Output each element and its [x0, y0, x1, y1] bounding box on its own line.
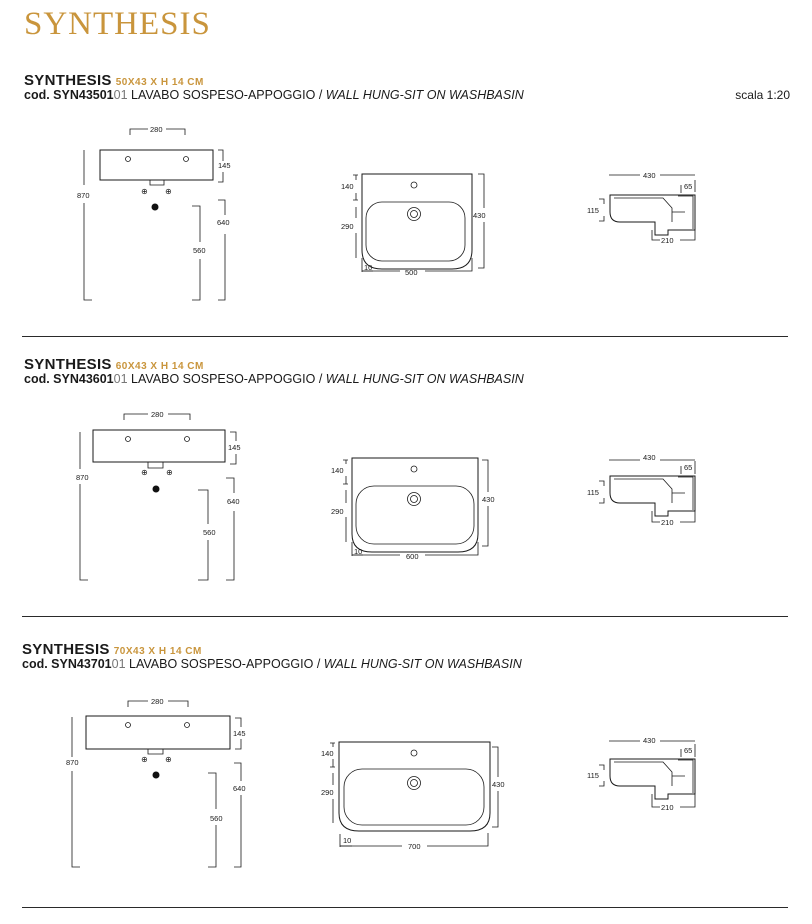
dim-side-115: 115	[587, 206, 599, 215]
product-code-suffix: 01	[113, 88, 128, 102]
section-divider	[22, 336, 788, 337]
description-en: WALL HUNG-SIT ON WASHBASIN	[325, 372, 524, 386]
dim-430: 430	[473, 211, 486, 220]
technical-drawings	[0, 641, 812, 911]
dim-560: 560	[203, 528, 216, 537]
dim-280: 280	[151, 410, 164, 419]
dim-640: 640	[217, 218, 230, 227]
product-section-60	[0, 356, 812, 636]
svg-text:⊕: ⊕	[166, 468, 173, 477]
dim-870: 870	[76, 473, 89, 482]
product-code: cod. SYN43601	[24, 372, 114, 386]
scale-label: scala 1:20	[735, 88, 790, 102]
top-view-drawing	[341, 174, 486, 277]
side-view-drawing	[587, 171, 695, 245]
dim-560: 560	[193, 246, 206, 255]
description-en: WALL HUNG-SIT ON WASHBASIN	[323, 657, 522, 671]
description-it: LAVABO SOSPESO-APPOGGIO /	[131, 372, 323, 386]
dim-145: 145	[233, 729, 246, 738]
dim-145: 145	[228, 443, 241, 452]
dim-width: 700	[408, 842, 421, 851]
section-divider	[22, 616, 788, 617]
dim-430: 430	[492, 780, 505, 789]
dim-145: 145	[218, 161, 231, 170]
product-size: 60X43 X H 14 CM	[115, 361, 204, 372]
product-section-70	[0, 641, 812, 921]
top-view-drawing	[331, 458, 495, 561]
product-size: 50X43 X H 14 CM	[115, 77, 204, 88]
dim-640: 640	[227, 497, 240, 506]
dim-side-210: 210	[661, 518, 674, 527]
dim-10: 10	[354, 547, 363, 556]
product-section-50	[0, 72, 812, 352]
dim-side-210: 210	[661, 236, 674, 245]
dim-side-430: 430	[643, 736, 656, 745]
section-divider	[22, 907, 788, 908]
description-it: LAVABO SOSPESO-APPOGGIO /	[131, 88, 323, 102]
front-view-drawing	[76, 410, 241, 580]
dim-870: 870	[66, 758, 79, 767]
dim-140: 140	[341, 182, 354, 191]
side-view-drawing	[587, 453, 695, 527]
dim-side-65: 65	[684, 182, 693, 191]
svg-text:⊕: ⊕	[165, 187, 172, 196]
svg-text:⊕: ⊕	[141, 468, 148, 477]
dim-width: 600	[406, 552, 419, 561]
svg-text:⊕: ⊕	[141, 187, 148, 196]
dim-640: 640	[233, 784, 246, 793]
front-view-drawing	[66, 697, 246, 867]
product-code-suffix: 01	[111, 657, 126, 671]
dim-290: 290	[341, 222, 354, 231]
product-code: cod. SYN43701	[22, 657, 112, 671]
dim-side-430: 430	[643, 171, 656, 180]
dim-10: 10	[364, 263, 373, 272]
dim-140: 140	[321, 749, 334, 758]
dim-560: 560	[210, 814, 223, 823]
brand-title: SYNTHESIS	[24, 6, 211, 42]
svg-text:⊕: ⊕	[165, 755, 172, 764]
description-it: LAVABO SOSPESO-APPOGGIO /	[129, 657, 321, 671]
dim-side-115: 115	[587, 771, 599, 780]
dim-side-65: 65	[684, 746, 693, 755]
product-code: cod. SYN43501	[24, 88, 114, 102]
dim-290: 290	[321, 788, 334, 797]
dim-side-115: 115	[587, 488, 599, 497]
product-size: 70X43 X H 14 CM	[113, 646, 202, 657]
dim-870: 870	[77, 191, 90, 200]
technical-drawings	[0, 356, 812, 616]
dim-430: 430	[482, 495, 495, 504]
dim-side-65: 65	[684, 463, 693, 472]
dim-290: 290	[331, 507, 344, 516]
product-name: SYNTHESIS	[24, 72, 112, 89]
product-code-suffix: 01	[113, 372, 128, 386]
top-view-drawing	[321, 742, 505, 851]
side-view-drawing	[587, 736, 695, 812]
dim-280: 280	[150, 125, 163, 134]
svg-text:⊕: ⊕	[141, 755, 148, 764]
dim-10: 10	[343, 836, 352, 845]
description-en: WALL HUNG-SIT ON WASHBASIN	[325, 88, 524, 102]
dim-side-430: 430	[643, 453, 656, 462]
product-name: SYNTHESIS	[24, 356, 112, 373]
dim-side-210: 210	[661, 803, 674, 812]
technical-drawings	[0, 72, 812, 332]
dim-width: 500	[405, 268, 418, 277]
dim-140: 140	[331, 466, 344, 475]
product-name: SYNTHESIS	[22, 641, 110, 658]
front-view-drawing	[77, 125, 231, 300]
dim-280: 280	[151, 697, 164, 706]
